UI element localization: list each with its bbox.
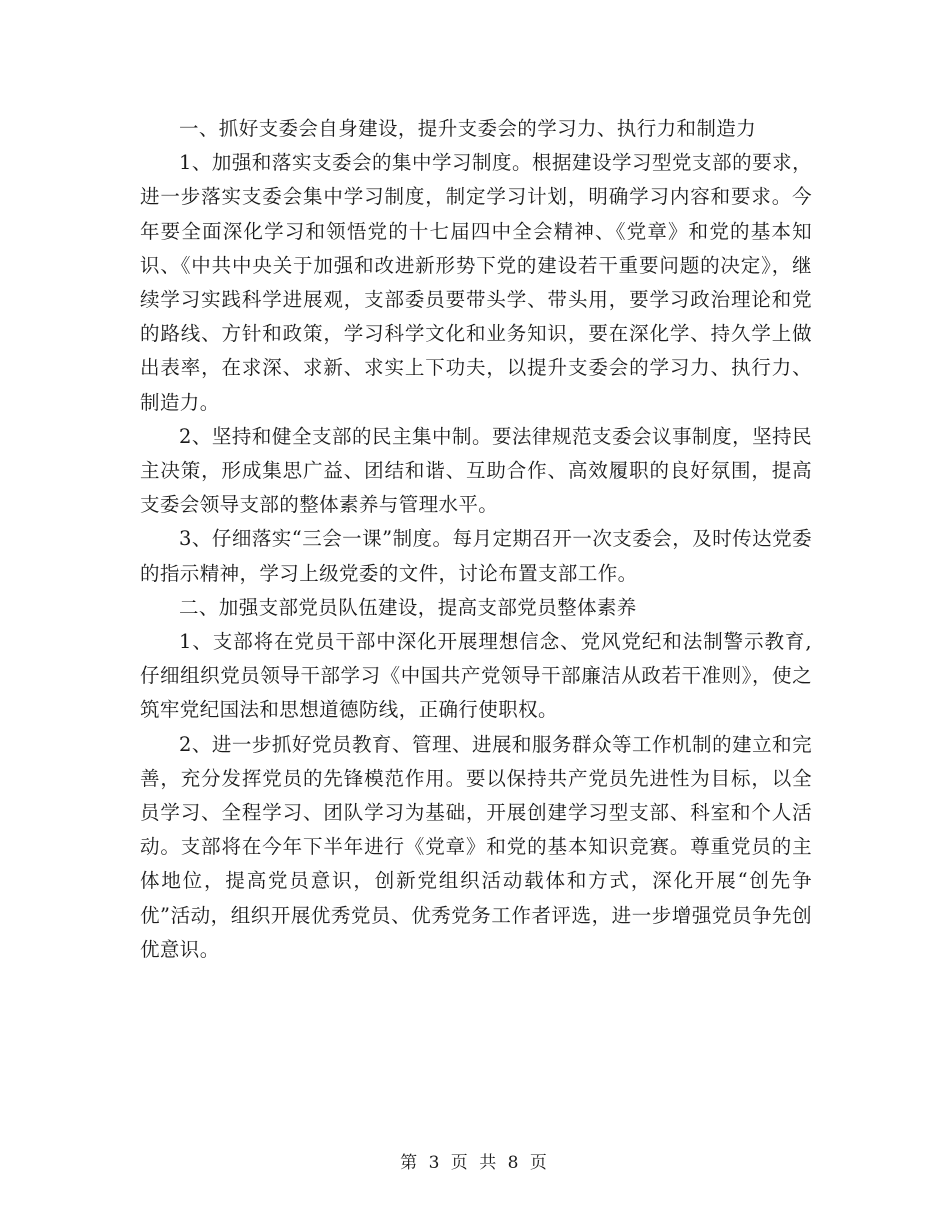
paragraph-2-2: 2、进一步抓好党员教育、管理、进展和服务群众等工作机制的建立和完善，充分发挥党员的先锋模范作用。要以保持共产党员先进性为目标，以全员学习、全程学习、团队学习为基础，开展创建学习型支部、科室和个人活动。支部将在今年下半年进行《党章》和党的基本知识竞赛。尊重党员的主体地位，提高党员意识，创新党组织活动载体和方式，深化开展“创先争优”活动，组织开展优秀党员、优秀党务工作者评选，进一步增强党员争先创优意识。 — [140, 732, 812, 961]
paragraph-2-1: 1、支部将在党员干部中深化开展理想信念、党风党纪和法制警示教育,仔细组织党员领导干部学习《中国共产党领导干部廉洁从政若干准则》，使之筑牢党纪国法和思想道德防线，正确行使职权。 — [140, 630, 812, 722]
section-heading-2: 二、加强支部党员队伍建设，提高支部党员整体素养 — [179, 595, 637, 619]
page-number-footer: 第 3 页 共 8 页 — [400, 1153, 550, 1173]
section-heading-1: 一、抓好支委会自身建设，提升支委会的学习力、执行力和制造力 — [179, 117, 757, 140]
paragraph-1-3: 3、仔细落实“三会一课”制度。每月定期召开一次支委会，及时传达党委的指示精神，学习上级党委的文件，讨论布置支部工作。 — [140, 527, 812, 585]
paragraph-1-1: 1、加强和落实支委会的集中学习制度。根据建设学习型党支部的要求，进一步落实支委会集中学习制度，制定学习计划，明确学习内容和要求。今年要全面深化学习和领悟党的十七届四中全会精神、《党章》和党的基本知识、《中共中央关于加强和改进新形势下党的建设若干重要问题的决定》，继续学习实践科学进展观，支部委员要带头学、带头用，要学习政治理论和党的路线、方针和政策，学习科学文化和业务知识，要在深化学、持久学上做出表率，在求深、求新、求实上下功夫，以提升支委会的学习力、执行力、制造力。 — [140, 151, 812, 414]
paragraph-1-2: 2、坚持和健全支部的民主集中制。要法律规范支委会议事制度，坚持民主决策，形成集思广益、团结和谐、互助合作、高效履职的良好氛围，提高支委会领导支部的整体素养与管理水平。 — [140, 424, 812, 517]
document-body — [140, 112, 812, 967]
